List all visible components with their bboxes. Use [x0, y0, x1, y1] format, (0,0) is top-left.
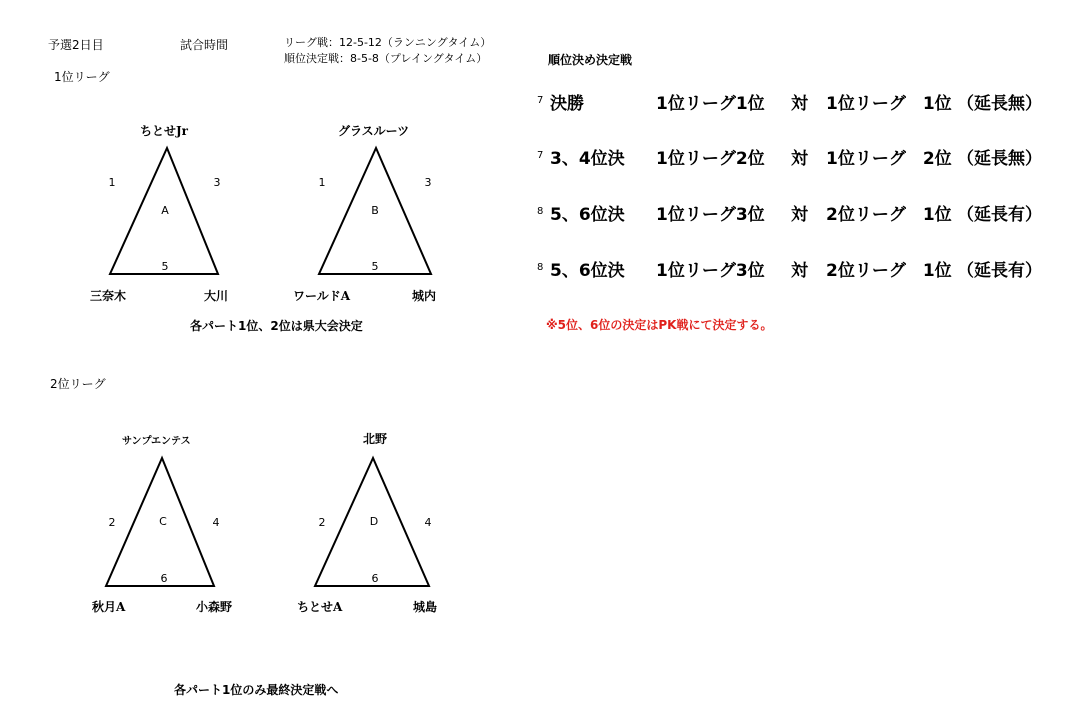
- match-name: 決勝: [550, 94, 584, 114]
- match-court-number: 8: [537, 206, 544, 217]
- match-extra-time-note: （延長有）: [957, 261, 1042, 281]
- placement-title: 順位決め決定戦: [548, 53, 633, 67]
- group-d-right-edge: 4: [424, 516, 432, 529]
- league1-note: 各パート1位、2位は県大会決定: [190, 319, 363, 333]
- group-c-triangle: [104, 456, 220, 588]
- match-extra-time-note: （延長無）: [957, 94, 1042, 114]
- match-extra-time-note: （延長有）: [957, 205, 1042, 225]
- group-a-left-team: 三奈木: [90, 289, 127, 303]
- match-vs: 対: [791, 261, 808, 281]
- group-d-left-edge: 2: [318, 516, 326, 529]
- group-a-letter: A: [161, 204, 169, 217]
- group-b-right-team: 城内: [412, 289, 437, 303]
- league1-title: 1位リーグ: [54, 70, 110, 84]
- match-team2: 2位リーグ 1位: [826, 261, 952, 281]
- group-b-right-edge: 3: [424, 176, 432, 189]
- group-d-triangle: [313, 456, 431, 588]
- group-c-left-edge: 2: [108, 516, 116, 529]
- group-a-triangle: [108, 146, 220, 276]
- group-c-top-team: サンプエンテス: [122, 436, 191, 447]
- group-c-right-team: 小森野: [196, 600, 233, 614]
- match-vs: 対: [791, 94, 808, 114]
- match-name: 5、6位決: [550, 205, 625, 225]
- league-time: リーグ戦：12-5-12（ランニングタイム）: [284, 36, 492, 49]
- match-team2: 2位リーグ 1位: [826, 205, 952, 225]
- group-d-right-team: 城島: [413, 600, 438, 614]
- group-b-left-team: ワールドA: [293, 289, 351, 303]
- match-team2: 1位リーグ 1位: [826, 94, 952, 114]
- group-d-left-team: ちとせA: [297, 600, 343, 614]
- group-a-left-edge: 1: [108, 176, 116, 189]
- match-court-number: 8: [537, 262, 544, 273]
- day-label: 予選2日目: [48, 38, 104, 52]
- group-c-letter: C: [159, 515, 167, 528]
- match-name: 5、6位決: [550, 261, 625, 281]
- group-a-right-team: 大川: [204, 289, 229, 303]
- group-b-left-edge: 1: [318, 176, 326, 189]
- pk-footnote: ※5位、6位の決定はPK戦にて決定する。: [546, 318, 773, 332]
- group-c-bottom-edge: 6: [160, 572, 168, 585]
- placement-time: 順位決定戦：8-5-8（プレイングタイム）: [284, 52, 488, 65]
- group-c-left-team: 秋月A: [92, 600, 126, 614]
- league2-note: 各パート1位のみ最終決定戦へ: [174, 683, 339, 697]
- group-b-triangle: [317, 146, 433, 276]
- group-c-right-edge: 4: [212, 516, 220, 529]
- group-b-bottom-edge: 5: [371, 260, 379, 273]
- group-b-letter: B: [371, 204, 379, 217]
- match-team1: 1位リーグ2位: [656, 149, 765, 169]
- group-a-right-edge: 3: [213, 176, 221, 189]
- time-label: 試合時間: [180, 38, 229, 52]
- match-vs: 対: [791, 205, 808, 225]
- group-b-top-team: グラスルーツ: [338, 124, 410, 138]
- match-court-number: 7: [537, 150, 544, 161]
- match-team2: 1位リーグ 2位: [826, 149, 952, 169]
- group-d-top-team: 北野: [363, 432, 388, 446]
- match-court-number: 7: [537, 95, 544, 106]
- match-team1: 1位リーグ3位: [656, 205, 765, 225]
- group-d-bottom-edge: 6: [371, 572, 379, 585]
- group-a-bottom-edge: 5: [161, 260, 169, 273]
- match-extra-time-note: （延長無）: [957, 149, 1042, 169]
- group-a-top-team: ちとせJr: [140, 124, 189, 138]
- league2-title: 2位リーグ: [50, 377, 106, 391]
- match-name: 3、4位決: [550, 149, 625, 169]
- match-vs: 対: [791, 149, 808, 169]
- match-team1: 1位リーグ3位: [656, 261, 765, 281]
- group-d-letter: D: [369, 515, 379, 528]
- match-team1: 1位リーグ1位: [656, 94, 765, 114]
